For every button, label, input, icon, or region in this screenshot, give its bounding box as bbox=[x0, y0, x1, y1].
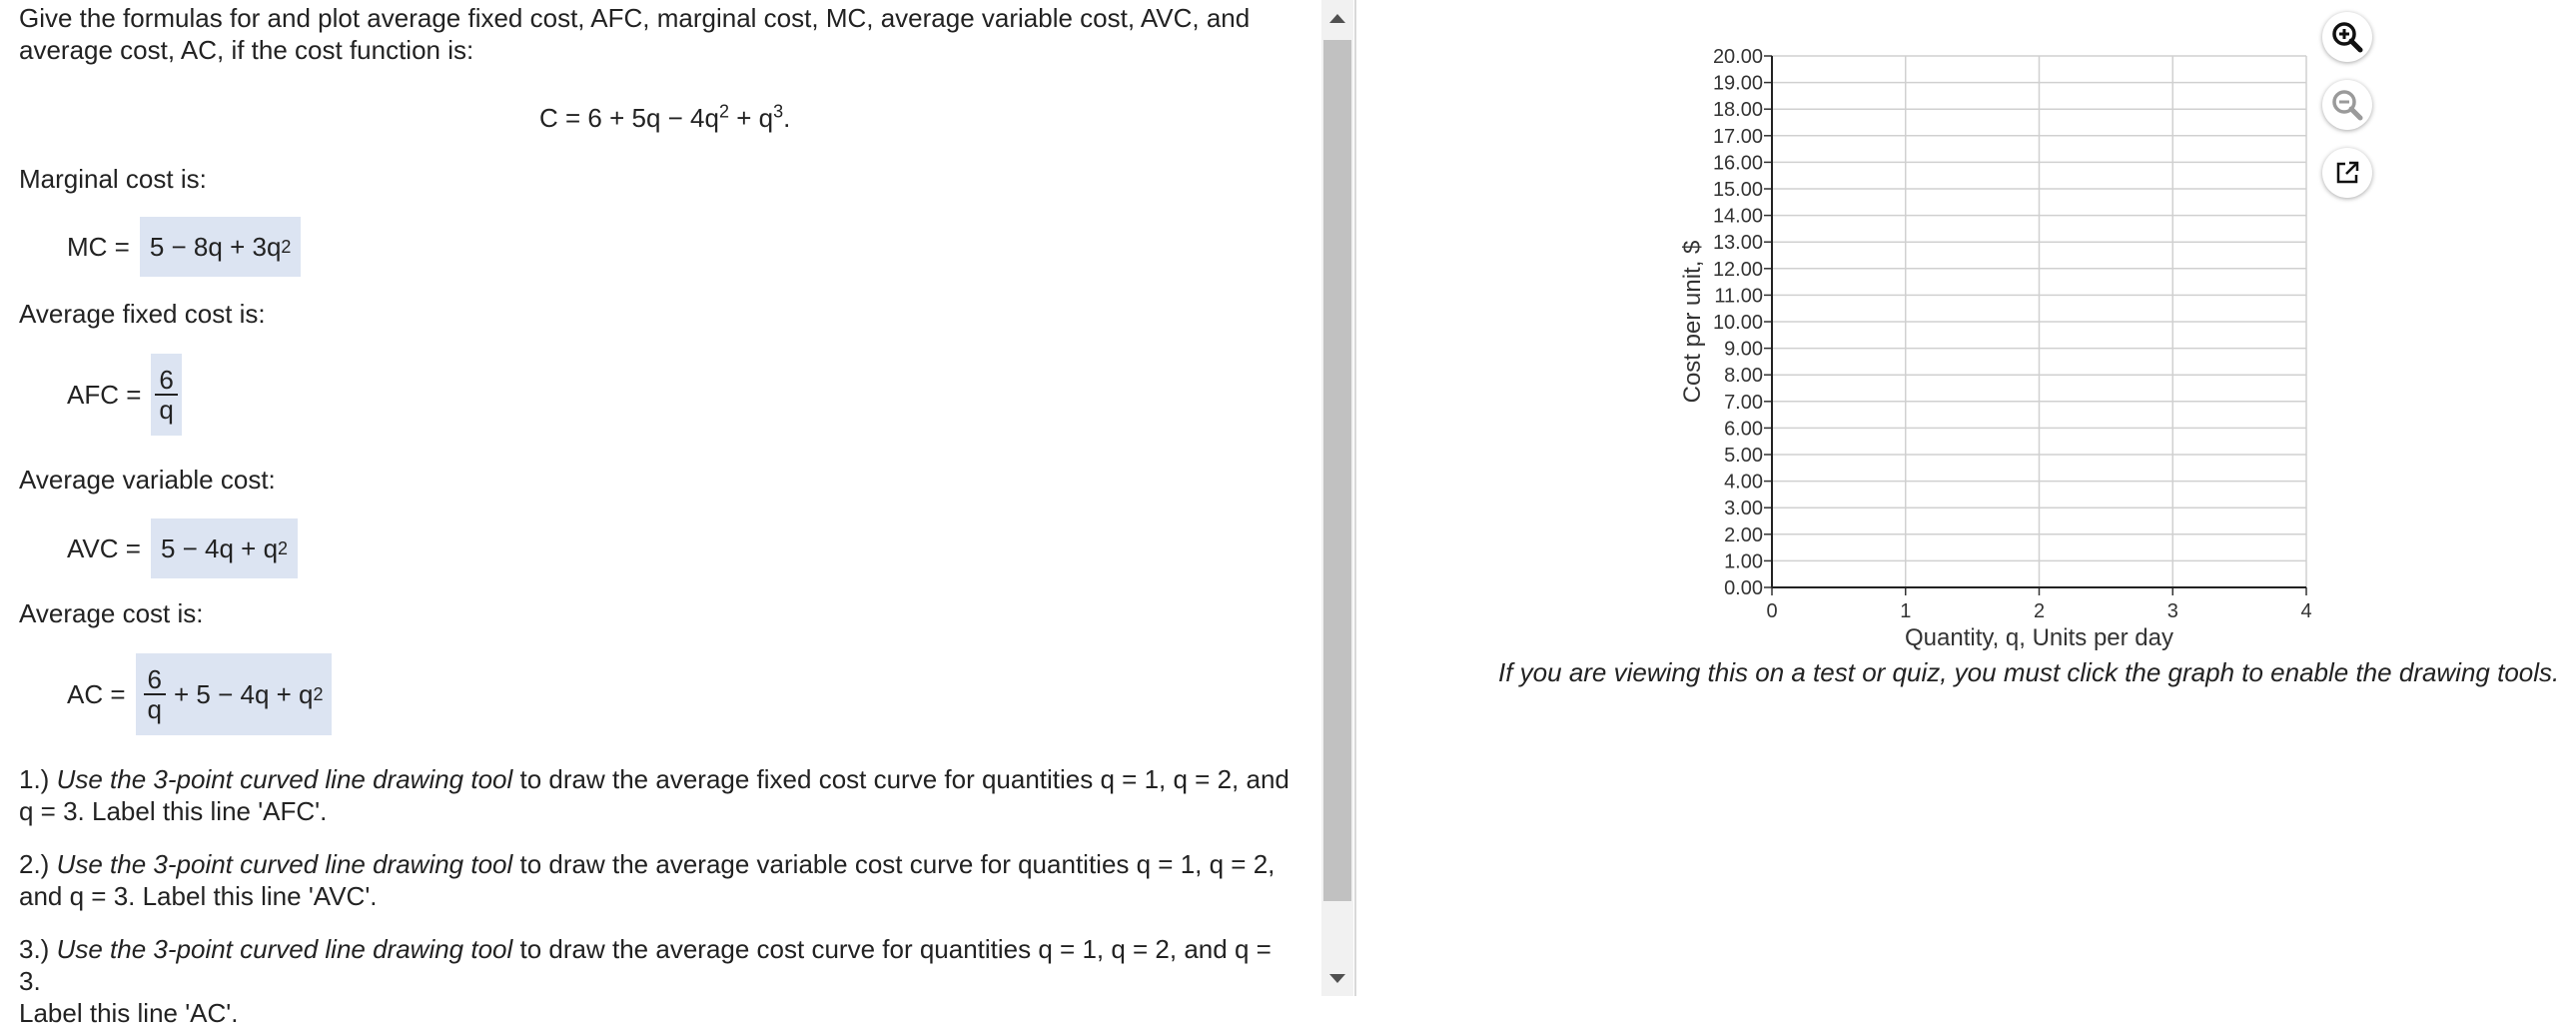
y-tick-label: 0.00 bbox=[1724, 577, 1763, 599]
zoom-out-button[interactable] bbox=[2322, 80, 2372, 130]
graph-caption: If you are viewing this on a test or quiz, you must click the graph to enable the drawing tools. bbox=[1498, 657, 2560, 687]
instruction-3: 3.) Use the 3-point curved line drawing tool to draw the average cost curve for quantities q = 1, q = 2, and q = 3. Label this line 'AC'. bbox=[19, 934, 1272, 1028]
avc-equation bbox=[67, 518, 298, 578]
x-axis-label: Quantity, q, Units per day bbox=[1904, 624, 2174, 651]
afc-equation bbox=[67, 354, 182, 436]
zoom-in-button[interactable] bbox=[2322, 12, 2372, 62]
cost-function-equation: $C = 6 + 5q - 4q^2 + q^3$. bbox=[539, 101, 791, 133]
y-tick-label: 5.00 bbox=[1724, 445, 1763, 467]
ac-equation bbox=[67, 653, 332, 735]
afc-name: AFC = bbox=[67, 379, 142, 410]
y-tick-label: 1.00 bbox=[1724, 550, 1763, 573]
y-axis-label: Cost per unit, $ bbox=[1679, 240, 1706, 404]
mc-name: MC = bbox=[67, 231, 130, 262]
mc-label: Marginal cost is: bbox=[19, 164, 207, 194]
question-intro-line-2: average cost, AC, if the cost function is: bbox=[19, 35, 474, 65]
y-tick-label: 12.00 bbox=[1712, 258, 1763, 281]
y-tick-label: 11.00 bbox=[1714, 285, 1763, 308]
y-tick-label: 16.00 bbox=[1712, 152, 1763, 175]
x-tick-label: 4 bbox=[2300, 600, 2312, 622]
avc-answer-box[interactable]: 5 − 4q + q 2 bbox=[151, 518, 298, 578]
y-tick-label: 14.00 bbox=[1712, 205, 1763, 228]
y-tick-label: 9.00 bbox=[1724, 338, 1763, 361]
cost-graph[interactable] bbox=[1658, 30, 2357, 659]
zoom-in-icon bbox=[2330, 20, 2364, 54]
x-tick-label: 3 bbox=[2166, 600, 2178, 622]
y-tick-label: 17.00 bbox=[1712, 125, 1763, 148]
vertical-scrollbar[interactable] bbox=[1321, 0, 1353, 996]
y-tick-label: 10.00 bbox=[1712, 312, 1763, 334]
question-intro-line-1: Give the formulas for and plot average fixed cost, AFC, marginal cost, MC, average variable cost, AVC, and bbox=[19, 3, 1251, 33]
y-tick-label: 7.00 bbox=[1724, 391, 1763, 414]
mc-equation bbox=[67, 217, 301, 277]
avc-label: Average variable cost: bbox=[19, 465, 276, 495]
y-tick-label: 20.00 bbox=[1712, 46, 1763, 68]
y-tick-label: 3.00 bbox=[1724, 498, 1763, 520]
y-tick-label: 6.00 bbox=[1724, 418, 1763, 441]
y-tick-label: 15.00 bbox=[1712, 179, 1763, 201]
instruction-2: 2.) Use the 3-point curved line drawing tool to draw the average variable cost curve for quantities q = 1, q = 2, and q = 3. Label this line 'AVC'. bbox=[19, 849, 1276, 911]
x-tick-label: 2 bbox=[2033, 600, 2046, 622]
y-tick-label: 19.00 bbox=[1712, 72, 1763, 95]
pop-out-button[interactable] bbox=[2322, 148, 2372, 198]
avc-name: AVC = bbox=[67, 532, 141, 563]
scroll-down-button[interactable] bbox=[1321, 960, 1353, 996]
y-tick-label: 13.00 bbox=[1712, 232, 1763, 255]
instruction-1: 1.) Use the 3-point curved line drawing tool to draw the average fixed cost curve for quantities q = 1, q = 2, and q = 3. Label this line 'AFC'. bbox=[19, 764, 1289, 826]
arrow-up-icon bbox=[1329, 14, 1345, 23]
scrollbar-thumb[interactable] bbox=[1323, 40, 1351, 901]
panel-divider bbox=[1354, 0, 1356, 996]
zoom-out-icon bbox=[2330, 88, 2364, 122]
arrow-down-icon bbox=[1329, 974, 1345, 983]
external-link-icon bbox=[2332, 158, 2362, 188]
y-tick-label: 18.00 bbox=[1712, 99, 1763, 122]
y-tick-label: 4.00 bbox=[1724, 471, 1763, 494]
scroll-up-button[interactable] bbox=[1321, 0, 1353, 36]
mc-answer-box[interactable]: 5 − 8q + 3q 2 bbox=[140, 217, 302, 277]
ac-label: Average cost is: bbox=[19, 598, 204, 628]
ac-answer-box[interactable]: $\frac{6}{q}$ + 5 − 4q + q 2 bbox=[136, 653, 332, 735]
y-tick-label: 2.00 bbox=[1724, 523, 1763, 546]
x-tick-label: 0 bbox=[1766, 600, 1778, 622]
x-tick-label: 1 bbox=[1900, 600, 1912, 622]
afc-label: Average fixed cost is: bbox=[19, 299, 266, 329]
ac-name: AC = bbox=[67, 678, 126, 709]
afc-answer-box[interactable]: $\frac{6}{q}$ bbox=[151, 354, 181, 436]
y-tick-label: 8.00 bbox=[1724, 365, 1763, 388]
